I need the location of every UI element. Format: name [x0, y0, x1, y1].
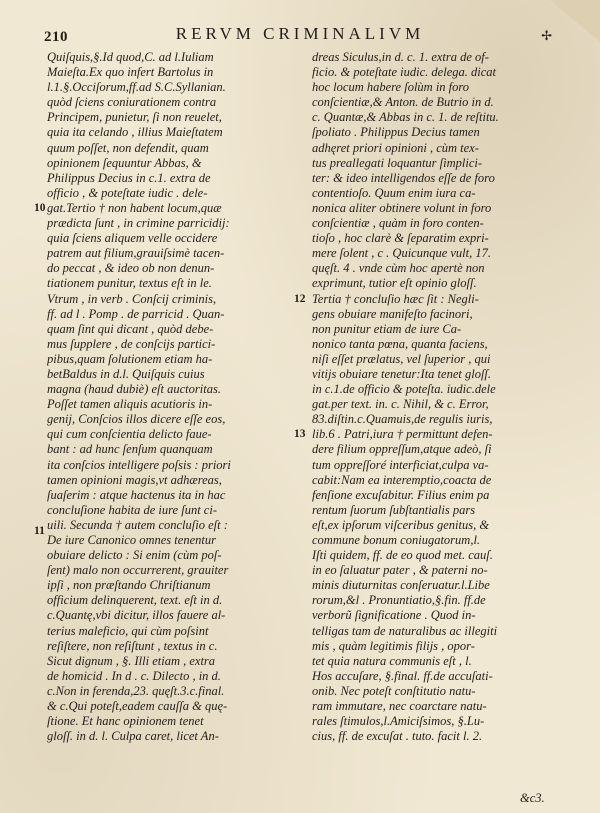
page-number: 210	[44, 29, 68, 45]
margin-number: 12	[294, 293, 306, 305]
margin-number: 10	[34, 202, 46, 214]
text-line: lib.6 . Patri,iura † permittunt defen-	[312, 427, 493, 442]
text-line: tioſo , hoc clarè & ſeparatim expri-	[312, 231, 489, 246]
margin-number: 13	[294, 428, 306, 440]
text-line: eſt,ex ipſorum viſceribus genitus, &	[312, 517, 490, 532]
text-line: ram immutare, nec coarctare natu-	[312, 699, 487, 714]
text-line: prædicta ſunt , in crimine parricidij:	[47, 216, 230, 231]
running-title: RERVM CRIMINALIVM	[175, 24, 425, 43]
text-line: hoc locum habere ſolùm in foro	[312, 80, 470, 95]
text-line: uili. Secunda † autem concluſio eſt :	[47, 517, 228, 532]
text-line: pibus,quam ſolutionem etiam ha-	[47, 351, 213, 366]
text-line: Hos accuſare, §.final. ff.de accuſati-	[312, 668, 493, 683]
text-line: c.Non in ferenda,23. quęſt.3.c.final.	[47, 683, 225, 698]
text-line: obuiare delicto : Si enim (cùm poſ-	[47, 548, 222, 563]
text-line: terius maleficio, qui cùm poſsint	[47, 623, 209, 638]
text-line: cius, ff. de excuſat . tuto. facit l. 2.	[312, 729, 483, 744]
text-line: gens obuiare manifeſto facinori,	[312, 306, 473, 321]
text-line: contentioſo. Quum enim iura ca-	[312, 185, 476, 200]
text-line: c.Quantę,vbi dicitur, illos fauere al-	[47, 608, 226, 623]
text-line: ſent) malo non occurrerent, grauiter	[47, 563, 229, 578]
text-line: ter: & ideo intelligendos eſſe de foro	[312, 170, 495, 185]
text-line: ſpoliato . Philippus Decius tamen	[312, 125, 480, 140]
text-line: nonica aliter obtinere volunt in foro	[312, 200, 492, 215]
text-line: magna (haud dubiè) eſt auctoritas.	[47, 382, 221, 397]
text-line: cabit:Nam ea interemptio,coacta de	[312, 472, 492, 487]
text-line: Maieſta.Ex quo infert Bartolus in	[47, 65, 214, 80]
text-line: Sicut dignum , §. Illi etiam , extra	[47, 653, 216, 668]
text-line: tet quia natura communis eſt , l.	[312, 653, 472, 668]
text-line: ita conſcios intelligere poſsis : priori	[47, 457, 231, 472]
text-line: quum poſſet, non defendit, quam	[47, 140, 209, 155]
text-line: vitijs obuiare tenetur:Ita tenet gloſſ.	[312, 366, 492, 381]
text-line: opinionem ſequuntur Abbas, &	[47, 155, 202, 170]
right-text-column	[312, 50, 578, 790]
text-line: qui cum conſcientia delicto faue-	[47, 427, 212, 442]
text-line: Tertia † concluſio hæc ſit : Negli-	[312, 291, 479, 306]
text-line: ſuaſerim : atque hactenus ita in hac	[47, 487, 226, 502]
catchword: &c3.	[520, 791, 545, 805]
text-line: do peccat , & ideo ob non denun-	[47, 261, 215, 276]
text-line: Vtrum , in verb . Conſcij criminis,	[47, 291, 217, 306]
text-line: niſi eſſet prælatus, vel ſuperior , qui	[312, 351, 491, 366]
text-line: dreas Siculus,in d. c. 1. extra de of-	[312, 50, 489, 64]
text-line: quęſt. 4 . vnde cùm hoc apertè non	[312, 261, 485, 276]
text-line: De iure Canonico omnes tenentur	[47, 533, 216, 547]
text-line: officium delinquerent, text. eſt in d.	[47, 593, 223, 608]
text-line: genij, Conſcios illos dicere eſſe eos,	[47, 412, 226, 427]
text-line: tiationem punitur, textus eſt in le.	[47, 276, 212, 291]
text-line: Philippus Decius in c.1. extra de	[47, 170, 211, 185]
text-line: Quiſquis,§.Id quod,C. ad l.Iuliam	[47, 50, 214, 64]
text-line: concluſione habita de iure ſunt ci-	[47, 502, 217, 517]
text-line: Iſti quidem, ff. de eo quod met. cauſ.	[312, 548, 493, 563]
text-line: c. Quantæ,& Abbas in c. 1. de reſtitu.	[312, 110, 499, 125]
text-line: mere ſolent , c . Quicunque vult, 17.	[312, 246, 492, 261]
text-line: onib. Nec poteſt conſtitutio natu-	[312, 683, 476, 698]
margin-number: 11	[34, 525, 45, 537]
text-line: fenſione excuſabitur. Filius enim pa	[312, 487, 490, 502]
text-line: minis diuturnitas conſeruatur.l.Libe	[312, 578, 490, 593]
text-line: betBaldus in d.l. Quiſquis cuius	[47, 366, 205, 381]
text-line: quia ita celando , illius Maieſtatem	[47, 125, 223, 140]
text-line: ff. ad l . Pomp . de parricid . Quan-	[47, 306, 225, 321]
text-line: conſcientiæ,& Anton. de Butrio in d.	[312, 95, 494, 110]
text-line: ficio. & poteſtate iudic. delega. dicat	[312, 65, 496, 80]
text-line: verborũ ſignificatione . Quod in-	[312, 608, 476, 623]
text-line: tamen opinioni magis,vt adhæreas,	[47, 472, 222, 487]
text-line: Poſſet tamen aliquis acutioris in-	[47, 397, 213, 412]
text-line: quòd ſciens coniurationem contra	[47, 95, 217, 110]
text-line: & c.Qui poteſt,eadem cauſſa & quę-	[47, 699, 228, 714]
text-line: rales ſtimulos,l.Amiciſsimos, §.Lu-	[312, 714, 485, 729]
text-line: ſtione. Et hanc opinionem tenet	[47, 714, 204, 729]
text-line: de homicid . In d . c. Dilecto , in d.	[47, 668, 221, 683]
text-line: mis , quàm legitimis filijs , opor-	[312, 638, 475, 653]
text-line: bant : ad hunc ſenſum quanquam	[47, 442, 213, 457]
text-line: in c.1.de officio & poteſta. iudic.dele	[312, 382, 496, 397]
text-line: ipſi , non præſtando Chriſtianum	[47, 578, 211, 593]
text-line: conſcientiæ , quàm in foro conten-	[312, 216, 484, 231]
text-line: l.1.§.Occiſorum,ff.ad S.C.Syllanian.	[47, 80, 226, 95]
text-line: gat.Tertio † non habent locum,quæ	[47, 200, 222, 215]
text-line: telligas tam de naturalibus ac illegiti	[312, 623, 498, 638]
text-line: rentum ſuorum ſubſtantialis pars	[312, 502, 476, 517]
text-line: non punitur etiam de iure Ca-	[312, 321, 462, 336]
text-line: mus ſupplere , de conſcijs partici-	[47, 336, 216, 351]
text-line: 83.diſtin.c.Quamuis,de regulis iuris,	[312, 412, 493, 427]
text-line: reſiſtere, non reſiſtunt , textus in c.	[47, 638, 218, 653]
text-line: tus preallegati loquantur ſimplici-	[312, 155, 483, 170]
text-line: exprimunt, tutior eſt opinio gloſſ.	[312, 276, 477, 291]
text-line: gloſſ. in d. l. Culpa caret, licet An-	[47, 729, 219, 744]
text-line: nonico tanta pœna, quanta faciens,	[312, 336, 488, 351]
text-line: quia ſciens aliquem velle occidere	[47, 231, 218, 246]
text-line: gat.per text. in. c. Nihil, & c. Error,	[312, 397, 489, 412]
text-line: quam ſint qui dicant , quòd debe-	[47, 321, 214, 336]
text-line: adhęret priori opinioni , cùm tex-	[312, 140, 479, 155]
text-line: officio , & poteſtate iudic . dele-	[47, 185, 208, 200]
text-line: commune bonum coniugatorum,l.	[312, 533, 481, 547]
text-line: dere filium oppreſſum,atque adeò, ſi	[312, 442, 492, 457]
text-line: Principem, punietur, ſi non reuelet,	[47, 110, 222, 125]
text-line: in eo ſaluatur pater , & paterni no-	[312, 563, 488, 578]
text-line: rorum,&l . Pronuntiatio,§.fin. ff.de	[312, 593, 486, 608]
text-line: patrem aut filium,grauiſsimè tacen-	[47, 246, 225, 261]
text-line: tum oppreſſoré interficiat,culpa va-	[312, 457, 489, 472]
header-ornament-icon: ✢	[541, 28, 552, 43]
left-text-column	[47, 50, 313, 790]
